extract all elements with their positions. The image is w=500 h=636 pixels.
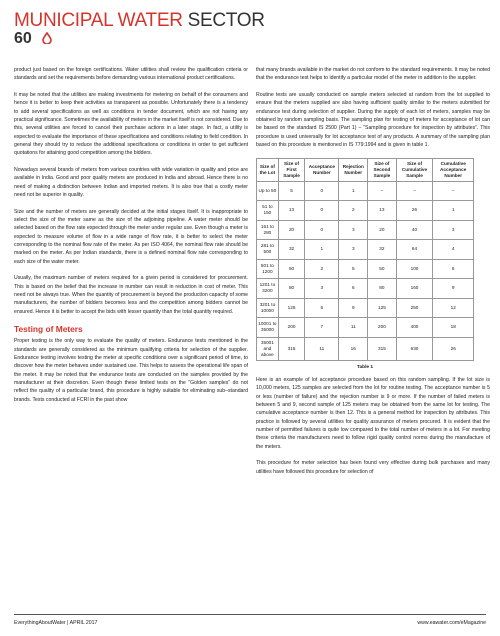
table-cell: 64 — [396, 240, 433, 260]
table-row — [257, 259, 474, 279]
table-cell: – — [396, 181, 433, 201]
table-row — [257, 220, 474, 240]
paragraph: Usually, the maximum number of meters required for a given period is considered for procurement. This is based on the belief that the increase in number can result in reduction in cost of meter. This need not be always true. When the quantity of procurement is beyond the production capacity of some manufacturers, the number of bidders becomes less and the competition among bidders cannot be ensured. Hence it is better to accept the bids with lesser quantity than the total quantity required. — [14, 275, 248, 315]
paragraph: This procedure for meter selection has been found very effective during bulk purchases and many utilities have followed this procedure for selection of — [256, 460, 490, 475]
footer-divider — [14, 614, 486, 615]
paragraph: It may be noted that the utilities are making investments for metering on behalf of the consumers and hence it is better to keep their activities as transparent as possible. Unfortunately there is a tendency to add several specifications as well as conditions in tender document, which are not having any practical significance. Sometimes the availability of meters in the market itself is not considered. Due to this, several utilities are forced to cancel their purchase actions in a later stage. In fact, a utility is expected to evaluate the importance of these specifications and conditions relating to field condition. In general they should try to reduce the additional specifications or conditions in order to get sufficient quotations for attaining good competition among the bidders. — [14, 91, 249, 157]
paragraph: Routine tests are usually conducted on sample meters selected at random from the lot supplied to ensure that the meters supplied are also having sufficient quality similar to the meters submitted for endurance test during selection of supplier. During the supply of each lot of meters, samples may be obtained by random sampling basis. The sampling plan for testing of meters for acceptance of lot can be based on the standard IS 2500 (Part 1) – “Sampling procedure for inspection by attributes”. This procedure is used universally for lot acceptance test of any products. A summary of the sampling plan based on this procedure is mentioned in IS 779:1994 and is given in table 1. — [256, 91, 490, 149]
table-cell: 2 — [305, 259, 339, 279]
table-cell: 630 — [396, 337, 433, 360]
paragraph: product just based on the foreign certifications. Water utilities shall review the qualification criteria or standards and set the requirements before demanding various international product certifications. — [14, 67, 248, 82]
table-cell: – — [433, 181, 474, 201]
table-cell: 125 — [368, 298, 396, 318]
table-row — [257, 337, 474, 360]
page-number: 60 — [14, 30, 32, 47]
table-cell: 0 — [305, 220, 339, 240]
section-title-part1: MUNICIPAL WATER — [14, 10, 183, 31]
table-cell: 281 to 500 — [257, 240, 279, 260]
table-row — [257, 240, 474, 260]
paragraph: that many brands available in the market do not conform to the standard requirements. It may be noted that the endurance test helps to identify a particular model of the meter in addition to the supplier. — [256, 67, 490, 82]
right-column — [256, 66, 490, 484]
table-cell: 9 — [433, 279, 474, 299]
footer-website: www.eawater.com/eMagazine — [417, 620, 486, 626]
table-cell: Up to 50 — [257, 181, 279, 201]
table-cell: 10001 to 35000 — [257, 318, 279, 338]
table-cell: 3 — [339, 220, 368, 240]
table-cell: 200 — [278, 318, 305, 338]
table-row — [257, 181, 474, 201]
table-cell: 4 — [433, 240, 474, 260]
page-header — [14, 10, 486, 50]
table-header-cell: Acceptance Number — [305, 158, 339, 181]
table-cell: 3 — [305, 279, 339, 299]
table-cell: 50 — [278, 259, 305, 279]
table-cell: 6 — [433, 259, 474, 279]
table-cell: 32 — [278, 240, 305, 260]
table-cell: 100 — [396, 259, 433, 279]
sampling-plan-table — [256, 158, 474, 361]
table-cell: 7 — [305, 318, 339, 338]
table-cell: 20 — [278, 220, 305, 240]
table-row — [257, 201, 474, 221]
table-cell: 0 — [305, 181, 339, 201]
table-cell: 12 — [433, 298, 474, 318]
table-cell: 6 — [339, 279, 368, 299]
table-cell: 1 — [305, 240, 339, 260]
table-cell: 13 — [368, 201, 396, 221]
table-cell: 26 — [433, 337, 474, 360]
table-cell: 40 — [396, 220, 433, 240]
paragraph: Proper testing is the only way to evaluate the quality of meters. Endurance tests mentioned in the standards are generally considered as the minimum qualifying criteria for selection of the supplier. Endurance testing involves testing the meter at specific conditions over a significant period of time, to discover how the meter behaves under sustained use. This helps to assess the operational life span of the meter. It may be noted that the endurance tests are conducted on the samples provided by the manufacturer at their discretion. Even though these limited tests on the “Golden samples” do not reflect the quality of a particular brand, this procedure is highly suitable for eliminating sub–standard brands. Tests conducted at FCRI in the past show — [14, 338, 248, 403]
table-cell: 5 — [305, 298, 339, 318]
table-cell: 51 to 150 — [257, 201, 279, 221]
page-footer — [0, 614, 500, 636]
table-row — [257, 318, 474, 338]
table-cell: 160 — [396, 279, 433, 299]
table-cell: 80 — [368, 279, 396, 299]
table-cell: 315 — [368, 337, 396, 360]
table-cell: 250 — [396, 298, 433, 318]
water-drop-logo-icon — [42, 32, 52, 44]
table-cell: 11 — [339, 318, 368, 338]
paragraph: Size and the number of meters are generally decided at the initial stages itself. It is inappropriate to select the size of the meter same as the size of the adjoining pipeline. A water meter should be selected based on the flow rate expected through the meter under regular use. Even though a meter is expected to measure volume of flow in a wide range of flow rate, it is better to select the meter corresponding to the nominal flow rate of the meter. As per ISO 4064, the nominal flow rate should be marked on the meter. As per Indian standards, there is a defined nominal flow rate corresponding to each size of the water meter. — [14, 208, 248, 265]
table-cell: 0 — [305, 201, 339, 221]
table-cell: 13 — [278, 201, 305, 221]
section-heading: Testing of Meters — [14, 324, 83, 335]
table-cell: 18 — [433, 318, 474, 338]
table-header-cell: Size of First Sample — [278, 158, 305, 181]
table-header-cell: Size of the Lot — [257, 158, 279, 181]
table-cell: – — [368, 181, 396, 201]
section-title-part2: SECTOR — [187, 10, 265, 31]
table-cell: 1201 to 3200 — [257, 279, 279, 299]
table-cell: 400 — [396, 318, 433, 338]
table-cell: 1 — [339, 181, 368, 201]
table-header-row — [257, 158, 474, 181]
paragraph: Here is an example of lot acceptance procedure based on this random sampling. If the lot size is 10,000 meters, 125 samples are selected from the lot for routine testing. The acceptance number is 5 or less (number of failure) and the rejection number is 9 or more. If the number of failed meters is between 5 and 9, second sample of 125 meters may be obtained from the same lot for testing. The cumulative acceptance number is then 12. This is a general method for inspection by attributes. This practice is followed by several utilities for quality assurance of meters procured. It is evident that the number of permitted failures is quite low compared to the total number of meters in a lot. For meeting these criteria the manufacturers need to follow rigid quality control norms during the manufacture of the meters. — [256, 377, 490, 450]
table-header-cell: Rejection Number — [339, 158, 368, 181]
table-cell: 3201 to 10000 — [257, 298, 279, 318]
table-cell: 80 — [278, 279, 305, 299]
table-cell: 1 — [433, 201, 474, 221]
left-column — [14, 66, 248, 412]
table-cell: 5 — [278, 181, 305, 201]
table-cell: 5 — [339, 259, 368, 279]
table-header-cell: Size of Second Sample — [368, 158, 396, 181]
table-header-cell: Size of Cumulative Sample — [396, 158, 433, 181]
table-cell: 3 — [339, 240, 368, 260]
table-row — [257, 298, 474, 318]
table-row — [257, 279, 474, 299]
section-title — [14, 10, 265, 32]
paragraph: Nowadays several brands of meters from various countries with wide variation in quality and price are available in India. Good and poor quality meters are produced in India and abroad. Hence there is no need of making a distinction between Indian and imported meters. It is also true that a costly meter need not be superior in quality. — [14, 167, 248, 199]
table-cell: 125 — [278, 298, 305, 318]
table-header-cell: Cumulative Acceptance Number — [433, 158, 474, 181]
table-cell: 20 — [368, 220, 396, 240]
table-cell: 501 to 1200 — [257, 259, 279, 279]
table-cell: 9 — [339, 298, 368, 318]
table-cell: 26 — [396, 201, 433, 221]
table-cell: 315 — [278, 337, 305, 360]
table-cell: 200 — [368, 318, 396, 338]
table-cell: 32 — [368, 240, 396, 260]
table-cell: 35001 and above — [257, 337, 279, 360]
table-caption: Table 1 — [356, 364, 374, 370]
table-cell: 16 — [339, 337, 368, 360]
table-cell: 11 — [305, 337, 339, 360]
footer-publication: EverythingAboutWater | APRIL 2017 — [14, 620, 98, 626]
table-cell: 2 — [339, 201, 368, 221]
table-cell: 3 — [433, 220, 474, 240]
table-cell: 151 to 280 — [257, 220, 279, 240]
table-cell: 50 — [368, 259, 396, 279]
